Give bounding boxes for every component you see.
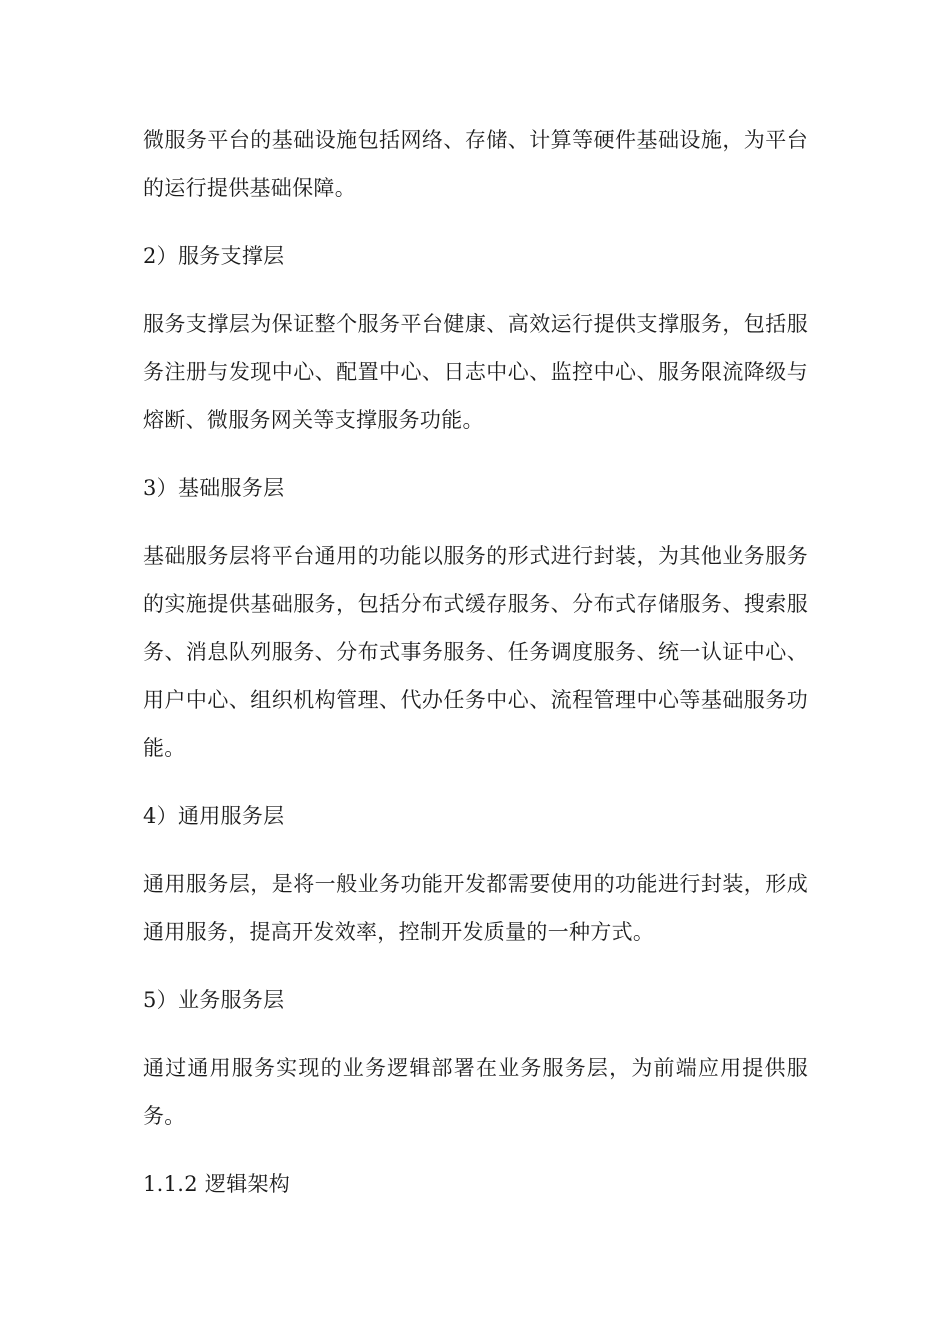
paragraph-infrastructure: 微服务平台的基础设施包括网络、存储、计算等硬件基础设施，为平台的运行提供基础保障。 — [143, 128, 808, 200]
heading-common-service-layer: 4）通用服务层 — [143, 804, 285, 828]
paragraph-common-service-layer: 通用服务层，是将一般业务功能开发都需要使用的功能进行封装，形成通用服务，提高开发效率，控制开发质量的一种方式。 — [143, 872, 808, 944]
heading-logical-architecture: 1.1.2 逻辑架构 — [143, 1172, 291, 1196]
paragraph-business-service-layer: 通过通用服务实现的业务逻辑部署在业务服务层，为前端应用提供服务。 — [143, 1056, 808, 1128]
heading-business-service-layer: 5）业务服务层 — [143, 988, 285, 1012]
heading-basic-service-layer: 3）基础服务层 — [143, 476, 285, 500]
document-body — [143, 116, 808, 1208]
paragraph-service-support-layer: 服务支撑层为保证整个服务平台健康、高效运行提供支撑服务，包括服务注册与发现中心、配置中心、日志中心、监控中心、服务限流降级与熔断、微服务网关等支撑服务功能。 — [143, 312, 808, 432]
heading-service-support-layer: 2）服务支撑层 — [143, 244, 285, 268]
paragraph-basic-service-layer: 基础服务层将平台通用的功能以服务的形式进行封装，为其他业务服务的实施提供基础服务，包括分布式缓存服务、分布式存储服务、搜索服务、消息队列服务、分布式事务服务、任务调度服务、统一认证中心、用户中心、组织机构管理、代办任务中心、流程管理中心等基础服务功能。 — [143, 544, 808, 760]
